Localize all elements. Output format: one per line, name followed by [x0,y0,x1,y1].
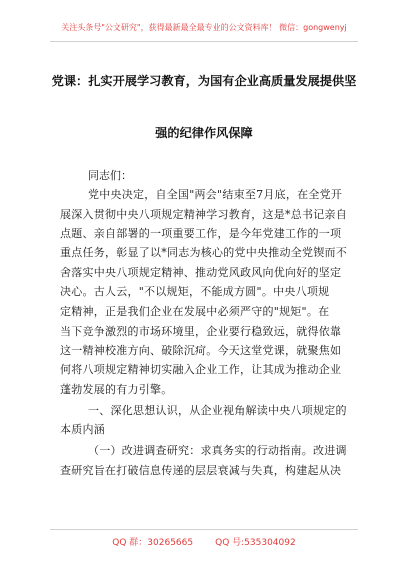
body-line: 党中央决定，自全国"两会"结束至7月底，在全党开 [88,188,343,201]
body-line: 重点任务，彰显了以*同志为核心的党中央推动全党锲而不 [60,246,347,259]
footer-qq-group: QQ 群：30265665 [112,538,194,548]
footer-qq-number: QQ 号:535304092 [215,538,296,548]
body-line: 当下竞争激烈的市场环境里，企业要行稳致远，就得依靠 [60,325,342,338]
header-banner: 关注头条号"公文研究"，获得最新最全最专业的公文资料库！ 微信：gongwenyj [61,23,347,32]
body-line: 定精神，正是我们企业在发展中必须严守的"规矩"。在 [60,305,330,318]
body-line: 蓬勃发展的有力引擎。 [60,383,173,396]
body-line: 查研究旨在打破信息传递的层层衰减与失真，构建起从决 [60,464,342,477]
body-line: 舍落实中央八项规定精神、推动党风政风向优向好的坚定 [60,266,342,279]
body-line: 何将八项规定精神切实融入企业工作，让其成为推动企业 [60,363,342,376]
footer-divider [50,529,358,530]
title-line-1: 党课：扎实开展学习教育，为国有企业高质量发展提供坚 [51,74,357,88]
body-line: （一）改进调查研究：求真务实的行动指南。改进调 [88,444,347,457]
header-divider [50,41,358,42]
body-line: 本质内涵 [60,423,105,436]
body-line: 一、深化思想认识，从企业视角解读中央八项规定的 [88,404,347,417]
greeting: 同志们： [88,169,132,182]
body-line: 决心。古人云，"不以规矩，不能成方圆"。中央八项规 [60,285,330,298]
footer [0,535,408,548]
title-line-2: 强的纪律作风保障 [155,126,253,140]
body-line: 展深入贯彻中央八项规定精神学习教育，这是*总书记亲自 [60,208,347,221]
body-line: 这一精神校准方向、破除沉疴。今天这堂党课，就聚焦如 [60,344,342,357]
body-line: 点题、亲自部署的一项重要工作，是今年党建工作的一项 [60,227,342,240]
